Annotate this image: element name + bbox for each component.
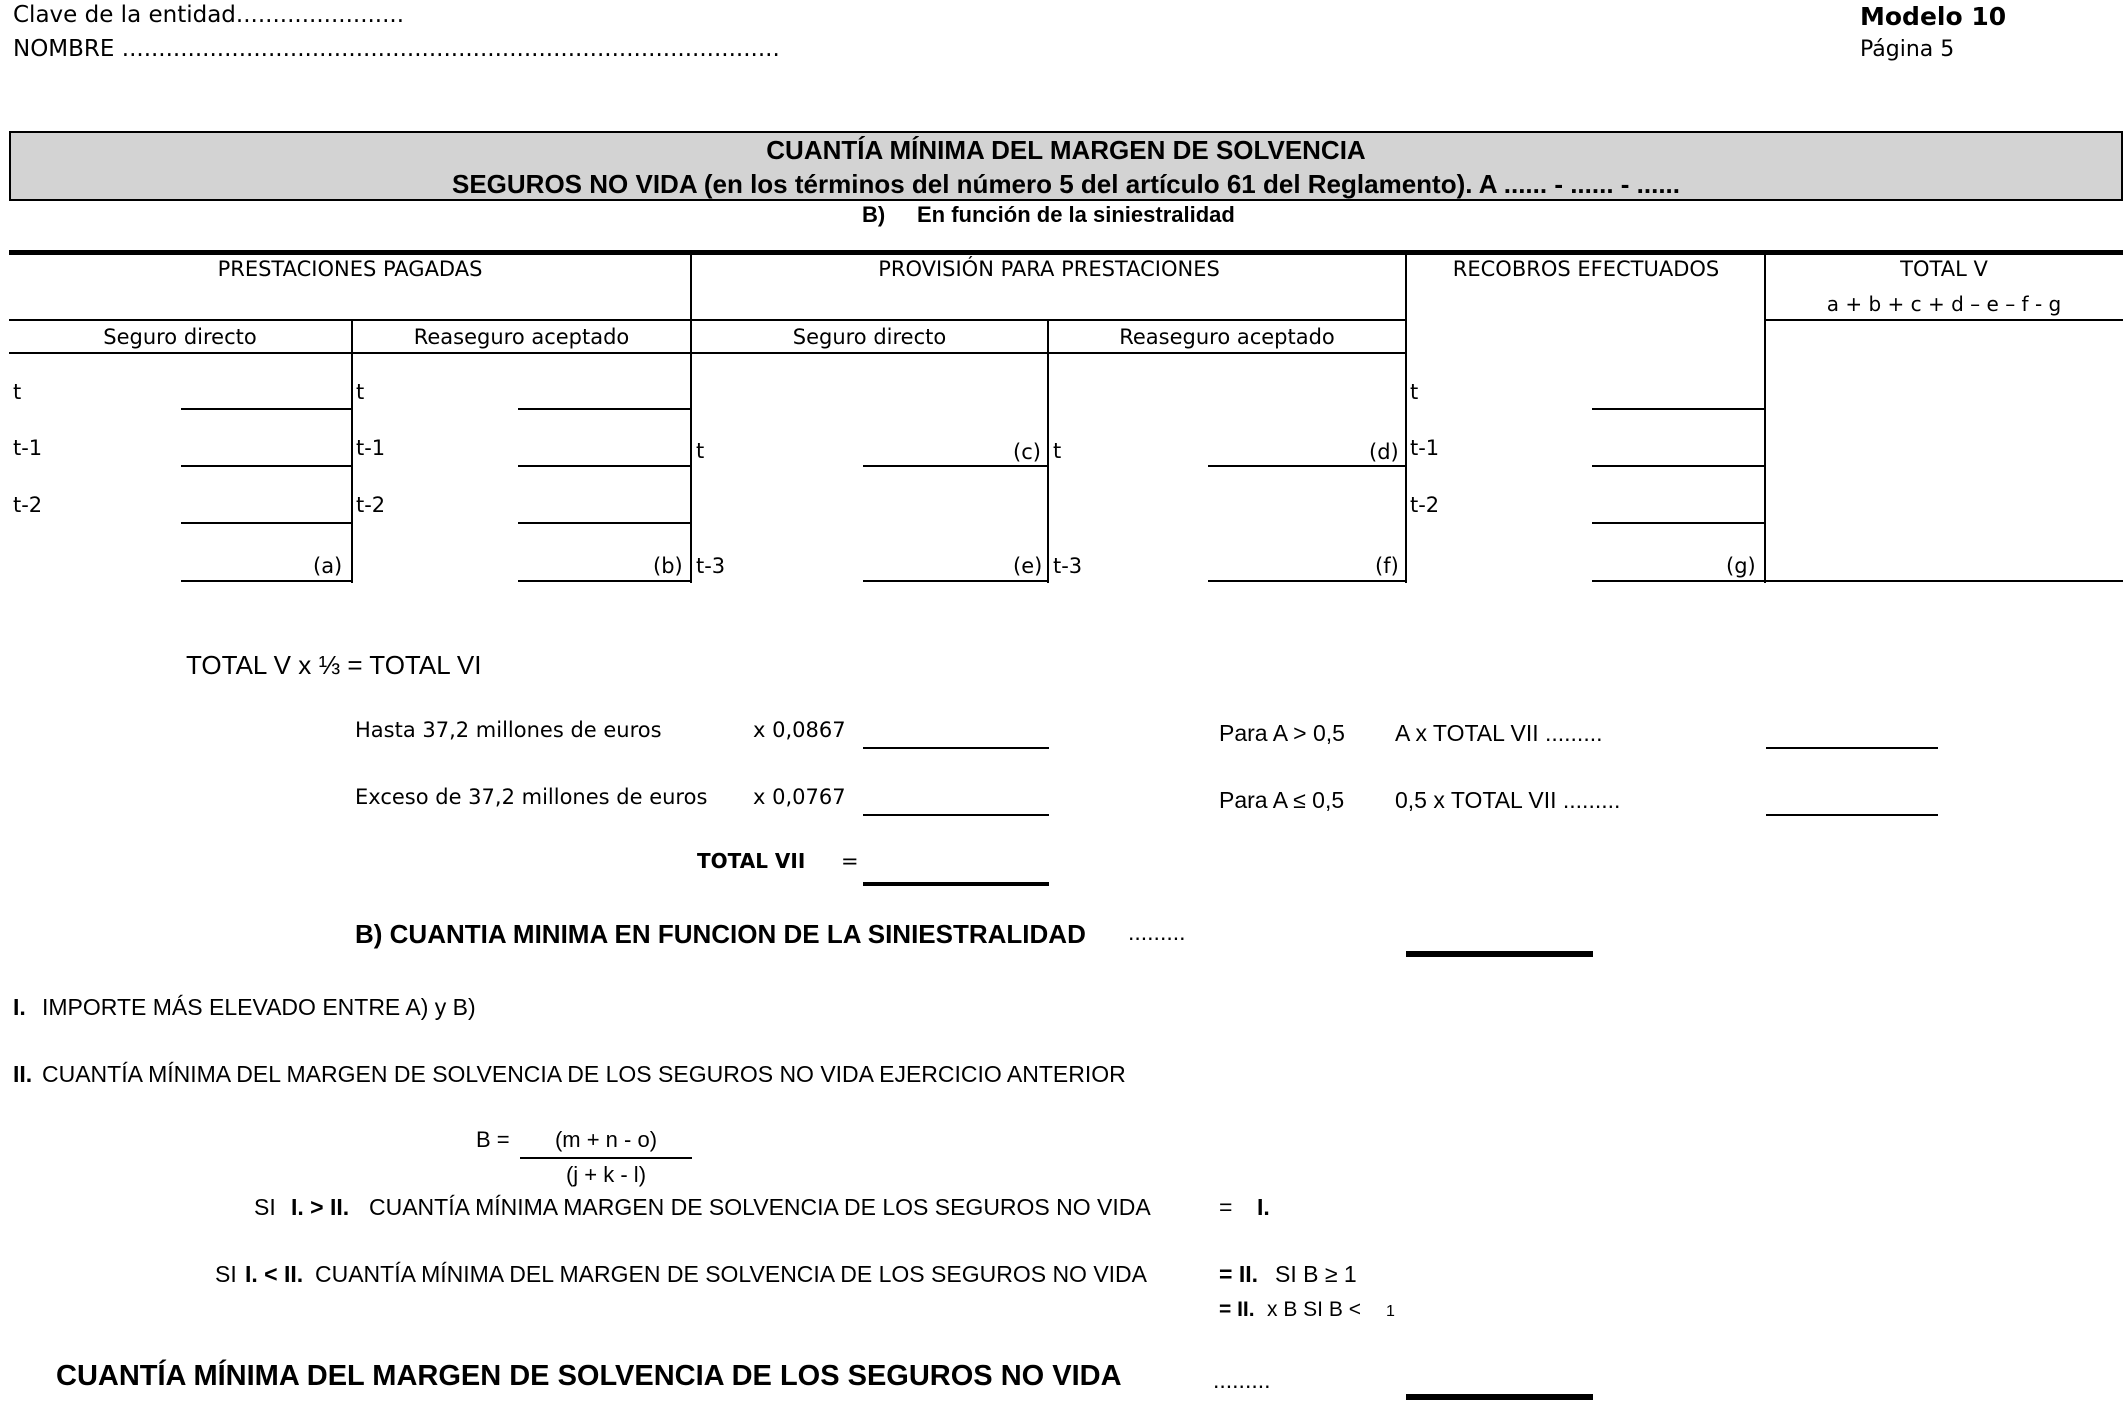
table-top-rule [9,250,2123,255]
c5-t: t [1410,380,1419,404]
si3-text: x B SI B < [1267,1298,1361,1321]
item-i-label: IMPORTE MÁS ELEVADO ENTRE A) y B) [42,994,476,1020]
si1-si: SI [254,1194,276,1220]
col-divider-2 [690,253,692,583]
c1-t: t [13,380,22,404]
para-le-field [1766,814,1938,816]
c5-field-t2 [1592,522,1765,524]
c5-field-t1 [1592,465,1765,467]
hdr-recobros: RECOBROS EFECTUADOS [1452,257,1720,281]
final-dots: ......... [1213,1367,1271,1393]
c4-t: t [1053,439,1062,463]
item-ii-num: II. [13,1061,33,1087]
title-line1: CUANTÍA MÍNIMA DEL MARGEN DE SOLVENCIA [766,135,1366,165]
hasta-label: Hasta 37,2 millones de euros [355,718,662,742]
c3-t3: t-3 [696,554,726,578]
hdr-provision: PROVISIÓN PARA PRESTACIONES [878,257,1220,281]
marker-d: (d) [1369,440,1399,464]
fraction-bar [520,1157,692,1159]
c2-field-total [518,580,691,582]
c3-field-t [863,465,1048,467]
nombre-line: NOMBRE .......................................................................................... [13,36,780,62]
c5-t2: t-2 [1410,493,1440,517]
c5-field-total [1592,580,1765,582]
hasta-field [863,747,1049,749]
si1-cond: I. > II. [291,1194,350,1220]
c4-field-t3 [1208,580,1406,582]
si2-text: CUANTÍA MÍNIMA DEL MARGEN DE SOLVENCIA DE LOS SEGUROS NO VIDA [315,1261,1148,1287]
para-gt-label: Para A > 0,5 [1219,720,1345,746]
col-divider-4 [1405,253,1407,583]
b-cuantia-dots: ......... [1128,919,1186,945]
sub-seguro-directo-1: Seguro directo [103,325,257,349]
b-numerator: (m + n - o) [554,1127,658,1152]
section-letter: B) [862,202,886,227]
b-cuantia-field [1406,951,1593,957]
exceso-factor: x 0,0767 [753,785,846,809]
total-vii-eq: = [841,849,859,873]
total-v-header-rule [1765,319,2123,321]
si2-cond-b: SI B ≥ 1 [1275,1261,1357,1287]
final-label: CUANTÍA MÍNIMA DEL MARGEN DE SOLVENCIA DE LOS SEGUROS NO VIDA [56,1360,1122,1392]
hasta-factor: x 0,0867 [753,718,846,742]
modelo-label: Modelo 10 [1860,2,2007,31]
c2-field-t [518,408,691,410]
si2-cond: I. < II. [245,1261,304,1287]
si1-text: CUANTÍA MÍNIMA MARGEN DE SOLVENCIA DE LOS SEGUROS NO VIDA [369,1194,1151,1220]
item-ii-label: CUANTÍA MÍNIMA DEL MARGEN DE SOLVENCIA DE LOS SEGUROS NO VIDA EJERCICIO ANTERIOR [42,1061,1126,1087]
b-denominator: (j + k - l) [565,1162,647,1187]
total-vi-line: TOTAL V x ⅓ = TOTAL VI [186,650,482,680]
c2-t2: t-2 [356,493,386,517]
col-divider-3 [1047,319,1049,583]
si2-eq: = II. [1219,1261,1258,1287]
hdr-total-v: TOTAL V [1900,257,1988,281]
para-le-expr: 0,5 x TOTAL VII ......... [1395,787,1621,813]
c4-field-t [1208,465,1406,467]
c1-field-t [181,408,352,410]
c2-t: t [356,380,365,404]
c3-t: t [696,439,705,463]
clave-entidad: Clave de la entidad....................... [13,2,405,28]
si2-si: SI [215,1261,237,1287]
marker-e: (e) [1013,554,1043,578]
c1-t1: t-1 [13,436,43,460]
si1-result: I. [1257,1194,1270,1220]
b-eq: B = [476,1127,510,1152]
para-gt-field [1766,747,1938,749]
marker-f: (f) [1375,554,1399,578]
table-header-rule [9,319,1406,321]
c4-t3: t-3 [1053,554,1083,578]
c2-field-t1 [518,465,691,467]
sub-reaseguro-aceptado-2: Reaseguro aceptado [1119,325,1335,349]
b-cuantia-label: B) CUANTIA MINIMA EN FUNCION DE LA SINIESTRALIDAD [355,919,1086,949]
c6-field-total [1765,580,2123,582]
c1-t2: t-2 [13,493,43,517]
item-i-num: I. [13,994,26,1020]
c1-field-t1 [181,465,352,467]
para-le-label: Para A ≤ 0,5 [1219,787,1345,813]
total-vii-label: TOTAL VII [697,849,806,873]
exceso-label: Exceso de 37,2 millones de euros [355,785,708,809]
c3-field-t3 [863,580,1048,582]
total-vii-field [863,882,1049,886]
section-title: En función de la siniestralidad [917,202,1235,227]
exceso-field [863,814,1049,816]
marker-g: (g) [1726,554,1756,578]
final-field [1406,1394,1593,1400]
marker-a: (a) [313,554,343,578]
sub-seguro-directo-2: Seguro directo [792,325,947,349]
marker-c: (c) [1013,440,1041,464]
title-line2: SEGUROS NO VIDA (en los términos del número 5 del artículo 61 del Reglamento). A ...... - ...... - ...... [452,169,1680,199]
si1-eq: = [1219,1194,1233,1220]
c1-field-t2 [181,522,352,524]
c2-field-t2 [518,522,691,524]
c5-field-t [1592,408,1765,410]
hdr-total-v-formula: a + b + c + d – e – f - g [1826,292,2062,316]
subheader-rule [9,352,1406,354]
sub-reaseguro-aceptado-1: Reaseguro aceptado [413,325,630,349]
si3-one: 1 [1386,1303,1395,1320]
para-gt-expr: A x TOTAL VII ......... [1395,720,1603,746]
hdr-prestaciones-pagadas: PRESTACIONES PAGADAS [217,257,483,281]
marker-b: (b) [653,554,683,578]
c2-t1: t-1 [356,436,386,460]
c5-t1: t-1 [1410,436,1440,460]
pagina-label: Página 5 [1860,37,1955,62]
col-divider-1 [351,319,353,583]
c1-field-total [181,580,352,582]
si3-eq: = II. [1219,1298,1255,1321]
